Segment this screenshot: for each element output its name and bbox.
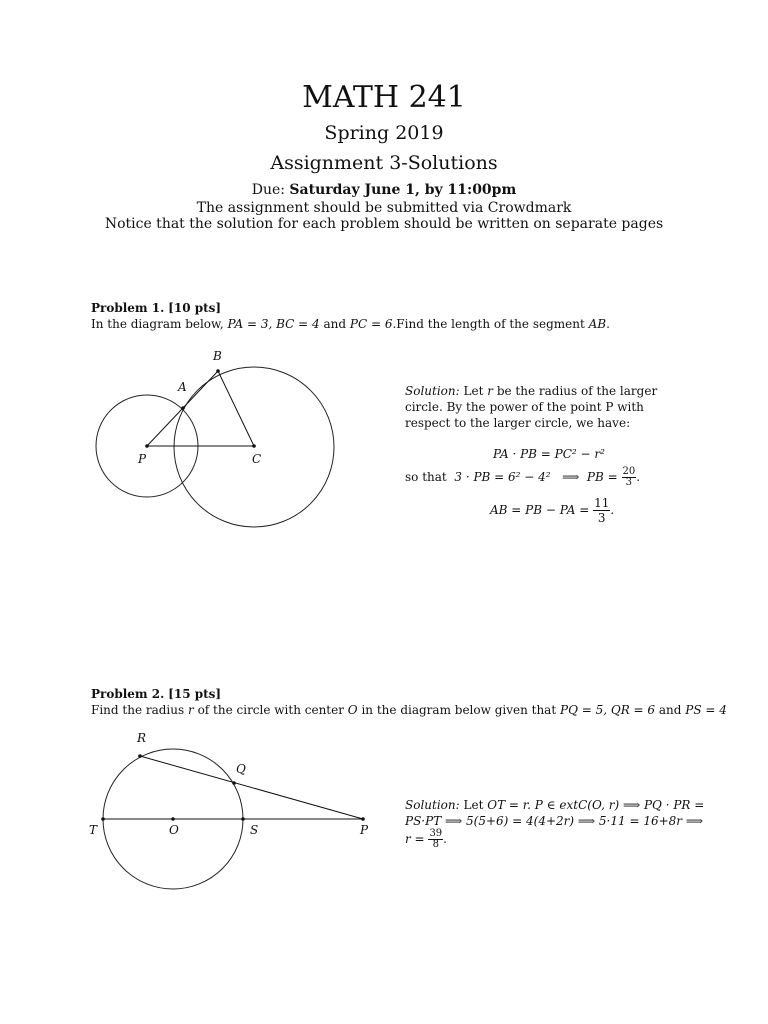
p2-statement-b: of the circle with center bbox=[197, 703, 344, 717]
p2-solution-line2: PS·PT ⟹ 5(5+6) = 4(4+2r) ⟹ 5·11 = 16+8r ⟹ bbox=[405, 814, 704, 828]
point-s bbox=[241, 817, 245, 821]
label-s: S bbox=[250, 823, 259, 837]
term: Spring 2019 bbox=[324, 122, 444, 144]
p2-frac-r-num: 39 bbox=[429, 828, 443, 839]
p1-sol-r: r bbox=[487, 384, 493, 398]
p1-implies: ⟹ bbox=[562, 470, 580, 484]
p1-segment: AB bbox=[588, 317, 607, 331]
point-q bbox=[232, 781, 236, 785]
p1-eq2-left: 3 · PB = 6² − 4² bbox=[454, 470, 551, 484]
p1-given: PA = 3, BC = 4 bbox=[227, 317, 320, 331]
point-p2 bbox=[361, 817, 365, 821]
label-r: R bbox=[137, 731, 147, 745]
p1-frac-pb bbox=[622, 467, 637, 488]
p2-and: and bbox=[658, 703, 682, 717]
p1-equation2: so that 3 · PB = 6² − 4² ⟹ PB = $\frac{20}{3}$ . bbox=[405, 466, 641, 488]
p2-solution-label: Solution: bbox=[405, 798, 460, 812]
p1-given2: PC = 6 bbox=[349, 317, 393, 331]
due-date bbox=[0, 182, 768, 198]
submission-note: The assignment should be submitted via Crowdmark bbox=[196, 200, 572, 216]
p1-equation1: PA · PB = PC² − r² bbox=[493, 447, 605, 461]
p1-and: and bbox=[323, 317, 347, 331]
point-o bbox=[171, 817, 175, 821]
p2-sol-line1b: OT = r. P ∈ extC(O, r) ⟹ PQ · PR = bbox=[487, 798, 705, 812]
p1-frac-ab-den: 3 bbox=[597, 511, 606, 525]
point-c bbox=[252, 444, 256, 448]
p1-so-that: so that bbox=[405, 470, 447, 484]
p1-statement-mid: .Find the length of the segment bbox=[392, 317, 585, 331]
p1-equation3: AB = PB − PA = $\frac{11}{3}$ . bbox=[490, 496, 615, 525]
problem1-heading bbox=[91, 300, 221, 316]
problem2-heading bbox=[91, 686, 221, 702]
p1-frac-ab bbox=[593, 496, 610, 525]
p2-solution-line1 bbox=[405, 797, 704, 813]
point-b bbox=[216, 369, 220, 373]
p2-statement-c: in the diagram below given that bbox=[361, 703, 557, 717]
problem2-diagram bbox=[0, 725, 390, 925]
p1-frac-pb-den: 3 bbox=[625, 477, 633, 488]
point-r bbox=[138, 754, 142, 758]
problem2-number: Problem 2. bbox=[91, 687, 165, 701]
label-o: O bbox=[169, 823, 179, 837]
segment-rp bbox=[140, 756, 363, 819]
problem1-number: Problem 1. bbox=[91, 301, 165, 315]
p2-sol-let: Let bbox=[463, 798, 484, 812]
label-c: C bbox=[252, 452, 262, 466]
separate-pages-note: Notice that the solution for each problem should be written on separate pages bbox=[104, 216, 664, 232]
p2-frac-r bbox=[428, 829, 443, 850]
label-p2: P bbox=[360, 823, 369, 837]
problem1-points: [10 pts] bbox=[168, 301, 222, 315]
course-title: MATH 241 bbox=[302, 80, 466, 115]
problem1-statement: In the diagram below, PA = 3, BC = 4 and PC = 6.Find the length of the segment AB. bbox=[91, 317, 610, 331]
due-value: Saturday June 1, by 11:00pm bbox=[289, 182, 517, 198]
p1-statement-prefix: In the diagram below, bbox=[91, 317, 224, 331]
problem1-diagram bbox=[0, 340, 380, 540]
p2-statement-a: Find the radius bbox=[91, 703, 185, 717]
p1-solution-label: Solution: bbox=[405, 384, 460, 398]
label-q: Q bbox=[236, 762, 246, 776]
label-a: A bbox=[178, 380, 187, 394]
segment-bc bbox=[218, 371, 254, 446]
p1-sol-text1: Let bbox=[463, 384, 484, 398]
p1-eq2-right: PB = bbox=[586, 470, 618, 484]
p2-given: PQ = 5, QR = 6 bbox=[560, 703, 656, 717]
point-a bbox=[181, 406, 185, 410]
p2-solution-line3: r = $\frac{39}{8}$ . bbox=[405, 828, 447, 850]
problem1-solution bbox=[405, 383, 688, 431]
problem2-statement bbox=[91, 702, 727, 718]
p2-r: r bbox=[187, 703, 194, 717]
label-t: T bbox=[89, 823, 98, 837]
point-t bbox=[101, 817, 105, 821]
p1-frac-ab-num: 11 bbox=[594, 496, 610, 510]
p1-sol-text2: be the radius of the larger circle. By the power of the point P with respect to the larger circle, we have: bbox=[405, 384, 658, 430]
point-p bbox=[145, 444, 149, 448]
p2-given2: PS = 4 bbox=[685, 703, 727, 717]
problem2-points: [15 pts] bbox=[168, 687, 222, 701]
label-b: B bbox=[213, 349, 222, 363]
assignment-title: Assignment 3-Solutions bbox=[270, 152, 498, 174]
label-p: P bbox=[138, 452, 147, 466]
due-label: Due: bbox=[251, 182, 285, 198]
p2-center: O bbox=[347, 703, 358, 717]
p2-frac-r-den: 8 bbox=[432, 839, 439, 850]
p2-sol-r-eq: r = bbox=[405, 832, 425, 846]
p1-eq3: AB = PB − PA = bbox=[490, 503, 590, 517]
p1-frac-pb-num: 20 bbox=[622, 466, 636, 477]
